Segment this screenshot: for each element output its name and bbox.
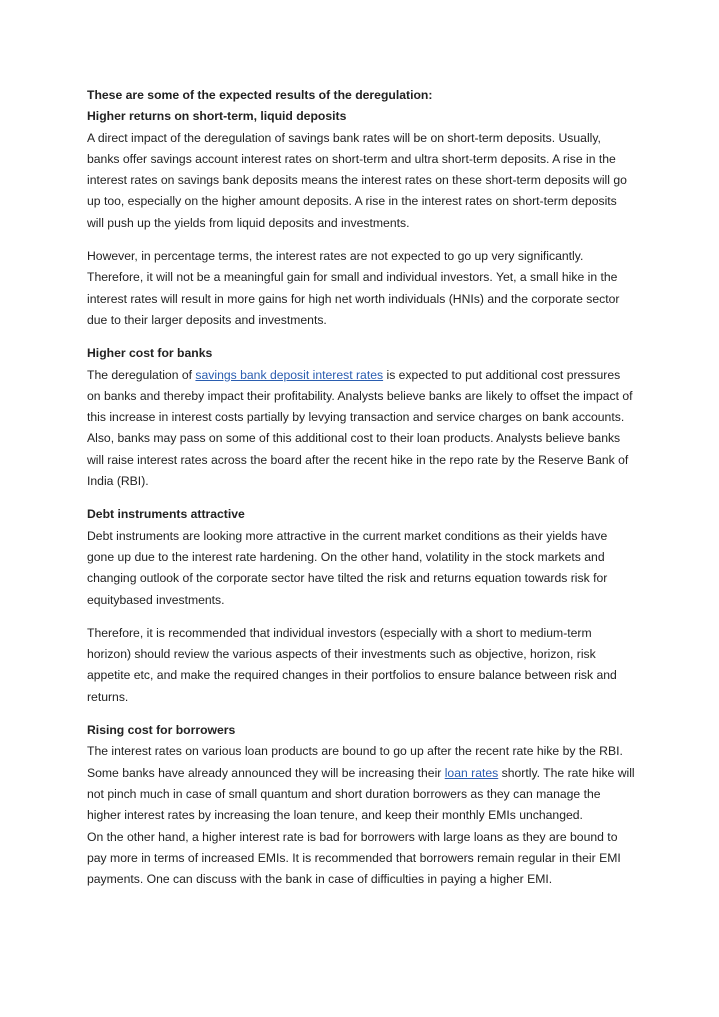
section-heading-higher-returns: Higher returns on short-term, liquid deposits xyxy=(87,109,347,124)
section-heading-rising-cost-borrowers: Rising cost for borrowers xyxy=(87,723,236,738)
paragraph-text: is expected to put additional cost pressures on banks and thereby impact their profitability. Analysts believe banks are likely to offset the impact of this increase in interest costs partially by levying transaction and service charges on bank accounts. Also, banks may pass on some of this additional cost to their loan products. Analysts believe banks will raise interest rates across the board after the recent hike in the repo rate by the Reserve Bank of India (RBI). xyxy=(87,367,633,489)
paragraph-cost-pressures xyxy=(87,365,635,493)
section-heading-debt-instruments: Debt instruments attractive xyxy=(87,507,245,522)
intro-heading: These are some of the expected results of the deregulation: xyxy=(87,88,433,102)
paragraph-review-investments: Therefore, it is recommended that individual investors (especially with a short to medium-term horizon) should review the various aspects of their investments such as objective, horizon, risk appetite etc, and make the required changes in their portfolios to ensure balance between risk and returns. xyxy=(87,625,617,704)
paragraph-debt-attractive: Debt instruments are looking more attractive in the current market conditions as their yields have gone up due to the interest rate hardening. On the other hand, volatility in the stock markets and changing outlook of the corporate sector have tilted the risk and returns equation towards risk for equitybased investments. xyxy=(87,528,608,607)
paragraph-spacer xyxy=(87,331,635,343)
loan-rates-link[interactable]: loan rates xyxy=(444,765,499,780)
savings-bank-rates-link[interactable]: savings bank deposit interest rates xyxy=(195,367,384,382)
section-heading-higher-cost-banks: Higher cost for banks xyxy=(87,346,213,361)
paragraph-text: The deregulation of xyxy=(87,367,196,382)
paragraph-loan-rates xyxy=(87,741,635,826)
paragraph-percentage-terms: However, in percentage terms, the interest rates are not expected to go up very significantly. Therefore, it will not be a meaningful gain for small and individual investors. Yet, a small hike in the interest rates will result in more gains for high net worth individuals (HNIs) and the corporate sector due to their larger deposits and investments. xyxy=(87,249,620,327)
paragraph-spacer xyxy=(87,234,635,246)
paragraph-text: The interest rates on various loan products are bound to go up after the recent rate hike by the RBI. Some banks have already announced they will be increasing their xyxy=(87,744,623,780)
paragraph-text: shortly. The rate hike will not pinch much in case of small quantum and short duration borrowers as they can manage the higher interest rates by increasing the loan tenure, and keep their monthly EMIs unchanged. xyxy=(87,765,635,823)
document-page xyxy=(87,85,635,890)
paragraph-short-term-deposits: A direct impact of the deregulation of savings bank rates will be on short-term deposits. Usually, banks offer savings account interest rates on short-term and ultra short-term deposits. A rise in the interest rates on savings bank deposits means the interest rates on these short-term deposits will go up too, especially on the higher amount deposits. A rise in the interest rates on short-term deposits will push up the yields from liquid deposits and investments. xyxy=(87,130,627,230)
paragraph-spacer xyxy=(87,611,635,623)
paragraph-large-loans: On the other hand, a higher interest rate is bad for borrowers with large loans as they are bound to pay more in terms of increased EMIs. It is recommended that borrowers remain regular in their EMI payments. One can discuss with the bank in case of difficulties in paying a higher EMI. xyxy=(87,829,621,887)
paragraph-spacer xyxy=(87,708,635,720)
paragraph-spacer xyxy=(87,492,635,504)
